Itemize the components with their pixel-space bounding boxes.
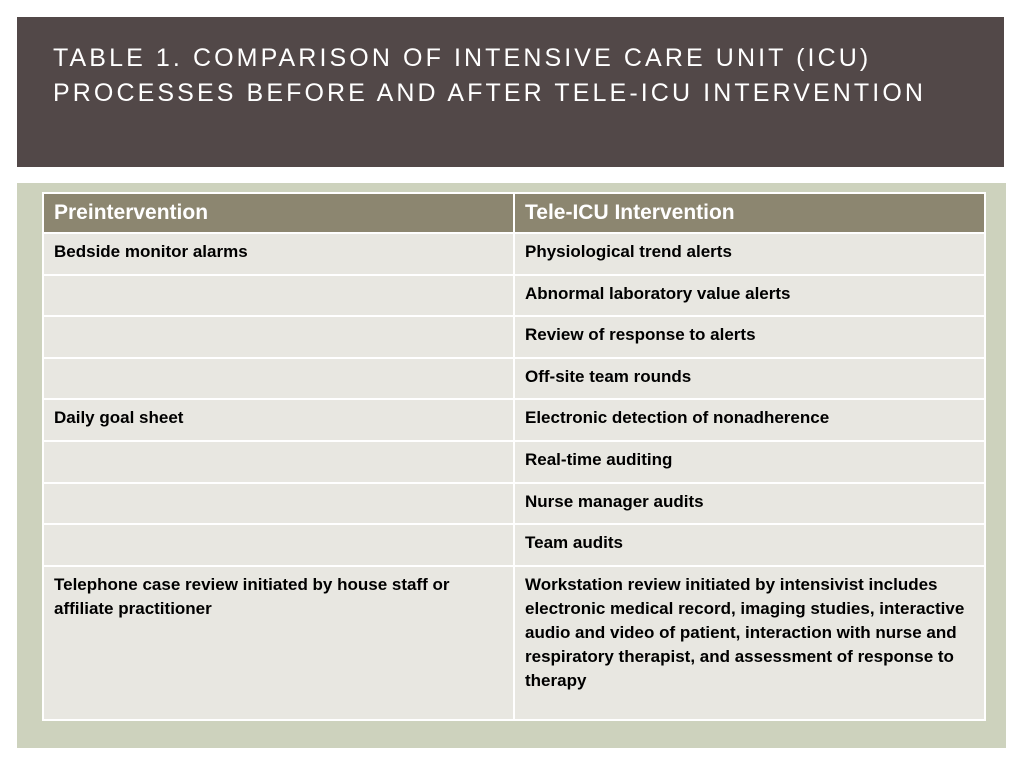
tele-icu-cell: Nurse manager audits	[514, 483, 985, 525]
table-row	[43, 275, 985, 317]
tele-icu-cell: Electronic detection of nonadherence	[514, 399, 985, 441]
content-panel	[17, 183, 1006, 748]
preintervention-cell	[43, 441, 514, 483]
title-band	[17, 17, 1004, 167]
tele-icu-cell: Review of response to alerts	[514, 316, 985, 358]
tele-icu-cell: Off-site team rounds	[514, 358, 985, 400]
table-row	[43, 441, 985, 483]
table-row	[43, 524, 985, 566]
tele-icu-cell: Physiological trend alerts	[514, 233, 985, 275]
preintervention-cell	[43, 358, 514, 400]
preintervention-cell	[43, 275, 514, 317]
table-row	[43, 316, 985, 358]
header-tele-icu-intervention: Tele-ICU Intervention	[514, 193, 985, 233]
preintervention-cell	[43, 524, 514, 566]
tele-icu-cell: Team audits	[514, 524, 985, 566]
tele-icu-cell: Workstation review initiated by intensivist includes electronic medical record, imaging studies, interactive audio and video of patient, interaction with nurse and respiratory therapist, and assessment of response to therapy	[514, 566, 985, 720]
preintervention-cell	[43, 316, 514, 358]
table-row	[43, 399, 985, 441]
header-preintervention: Preintervention	[43, 193, 514, 233]
table-row	[43, 358, 985, 400]
preintervention-cell	[43, 483, 514, 525]
slide-title: TABLE 1. COMPARISON OF INTENSIVE CARE UNIT (ICU) PROCESSES BEFORE AND AFTER TELE-ICU INTERVENTION	[53, 44, 927, 107]
table-header-row	[43, 193, 985, 233]
comparison-table	[42, 192, 986, 721]
table-row	[43, 483, 985, 525]
table-row	[43, 566, 985, 720]
table-row	[43, 233, 985, 275]
tele-icu-cell: Abnormal laboratory value alerts	[514, 275, 985, 317]
preintervention-cell: Daily goal sheet	[43, 399, 514, 441]
preintervention-cell: Telephone case review initiated by house staff or affiliate practitioner	[43, 566, 514, 720]
tele-icu-cell: Real-time auditing	[514, 441, 985, 483]
preintervention-cell: Bedside monitor alarms	[43, 233, 514, 275]
